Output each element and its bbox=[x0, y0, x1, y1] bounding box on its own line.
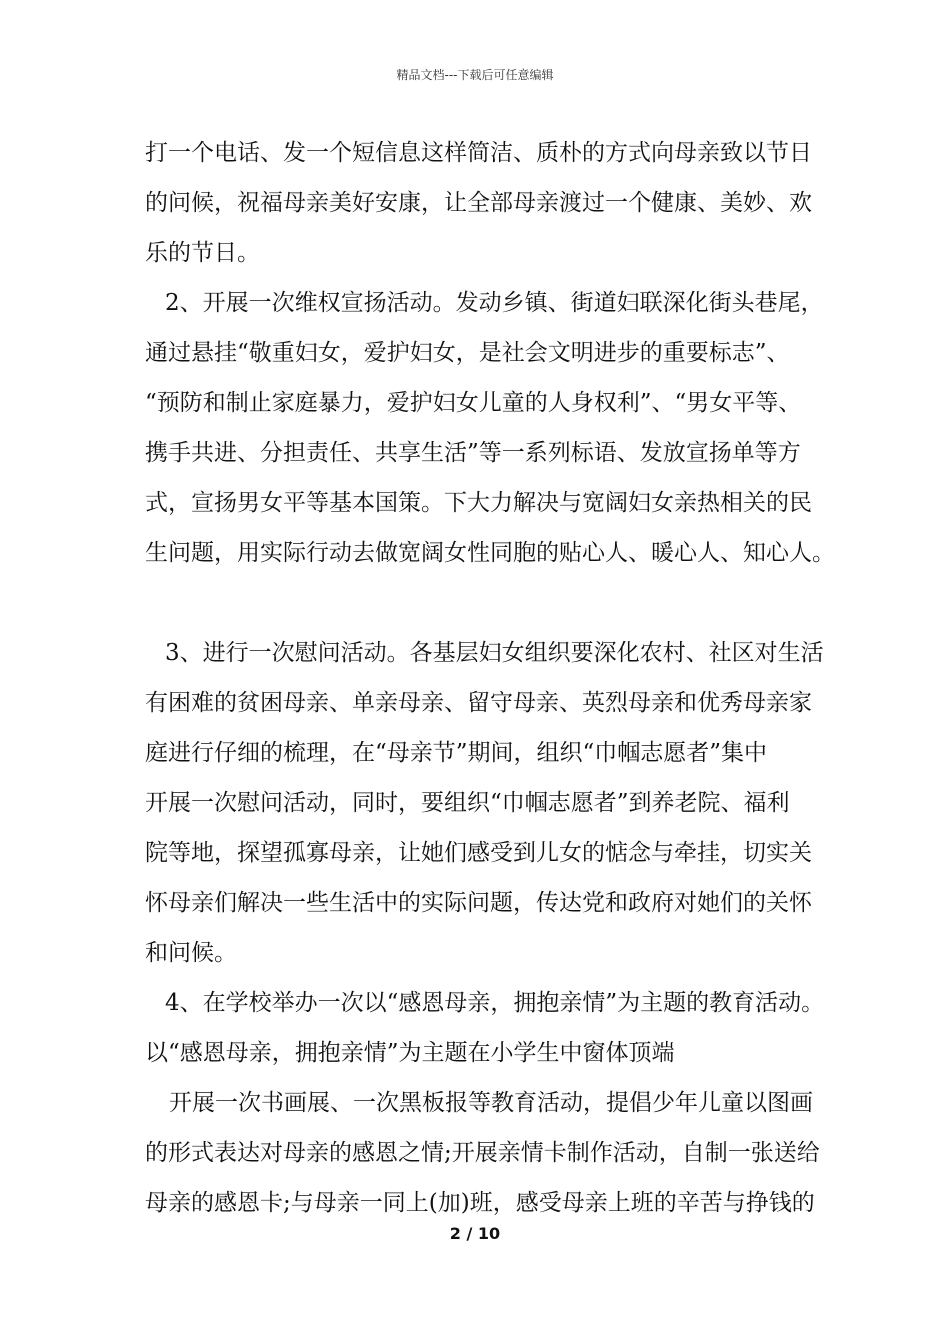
text-line: 的形式表达对母亲的感恩之情;开展亲情卡制作活动，自制一张送给 bbox=[145, 1140, 820, 1166]
text-line: 母亲的感恩卡;与母亲一同上(加)班，感受母亲上班的辛苦与挣钱的 bbox=[145, 1190, 815, 1216]
text-line: 乐的节日。 bbox=[145, 240, 260, 266]
text-line: 2、开展一次维权宣扬活动。发动乡镇、街道妇联深化街头巷尾， bbox=[165, 290, 824, 316]
paragraph-4 bbox=[145, 978, 835, 1078]
text-line: 开展一次书画展、一次黑板报等教育活动，提倡少年儿童以图画 bbox=[169, 1090, 813, 1116]
paragraph-1 bbox=[145, 128, 835, 278]
text-line: 怀母亲们解决一些生活中的实际问题，传达党和政府对她们的关怀 bbox=[145, 890, 812, 916]
paragraph-spacer bbox=[145, 578, 835, 628]
text-line: “预防和制止家庭暴力，爱护妇女儿童的人身权利”、“男女平等、 bbox=[145, 390, 802, 416]
text-line: 庭进行仔细的梳理，在“母亲节”期间，组织“巾帼志愿者”集中 bbox=[145, 740, 768, 766]
text-line: 以“感恩母亲，拥抱亲情”为主题在小学生中窗体顶端 bbox=[145, 1040, 675, 1066]
paragraph-3 bbox=[145, 628, 835, 978]
document-body bbox=[145, 128, 835, 1228]
paragraph-5 bbox=[145, 1078, 835, 1228]
text-line: 式，宣扬男女平等基本国策。下大力解决与宽阔妇女亲热相关的民 bbox=[145, 490, 812, 516]
text-line: 3、进行一次慰问活动。各基层妇女组织要深化农村、社区对生活 bbox=[165, 640, 824, 666]
text-line: 院等地，探望孤寡母亲，让她们感受到儿女的惦念与牵挂，切实关 bbox=[145, 840, 812, 866]
text-line: 4、在学校举办一次以“感恩母亲，拥抱亲情”为主题的教育活动。 bbox=[165, 990, 825, 1016]
text-line: 有困难的贫困母亲、单亲母亲、留守母亲、英烈母亲和优秀母亲家 bbox=[145, 690, 812, 716]
page-header: 精品文档---下载后可任意编辑 bbox=[396, 68, 554, 82]
paragraph-2 bbox=[145, 278, 835, 578]
text-line: 携手共进、分担责任、共享生活”等一系列标语、发放宣扬单等方 bbox=[145, 440, 801, 466]
text-line: 通过悬挂“敬重妇女，爱护妇女，是社会文明进步的重要标志”、 bbox=[145, 340, 790, 366]
page-number: 2 / 10 bbox=[449, 1224, 501, 1243]
text-line: 打一个电话、发一个短信息这样简洁、质朴的方式向母亲致以节日 bbox=[145, 140, 812, 166]
text-line: 和问候。 bbox=[145, 940, 237, 966]
text-line: 的问候，祝福母亲美好安康，让全部母亲渡过一个健康、美妙、欢 bbox=[145, 190, 812, 216]
text-line: 生问题，用实际行动去做宽阔女性同胞的贴心人、暖心人、知心人。 bbox=[145, 540, 835, 566]
text-line: 开展一次慰问活动，同时，要组织“巾帼志愿者”到养老院、福利 bbox=[145, 790, 790, 816]
